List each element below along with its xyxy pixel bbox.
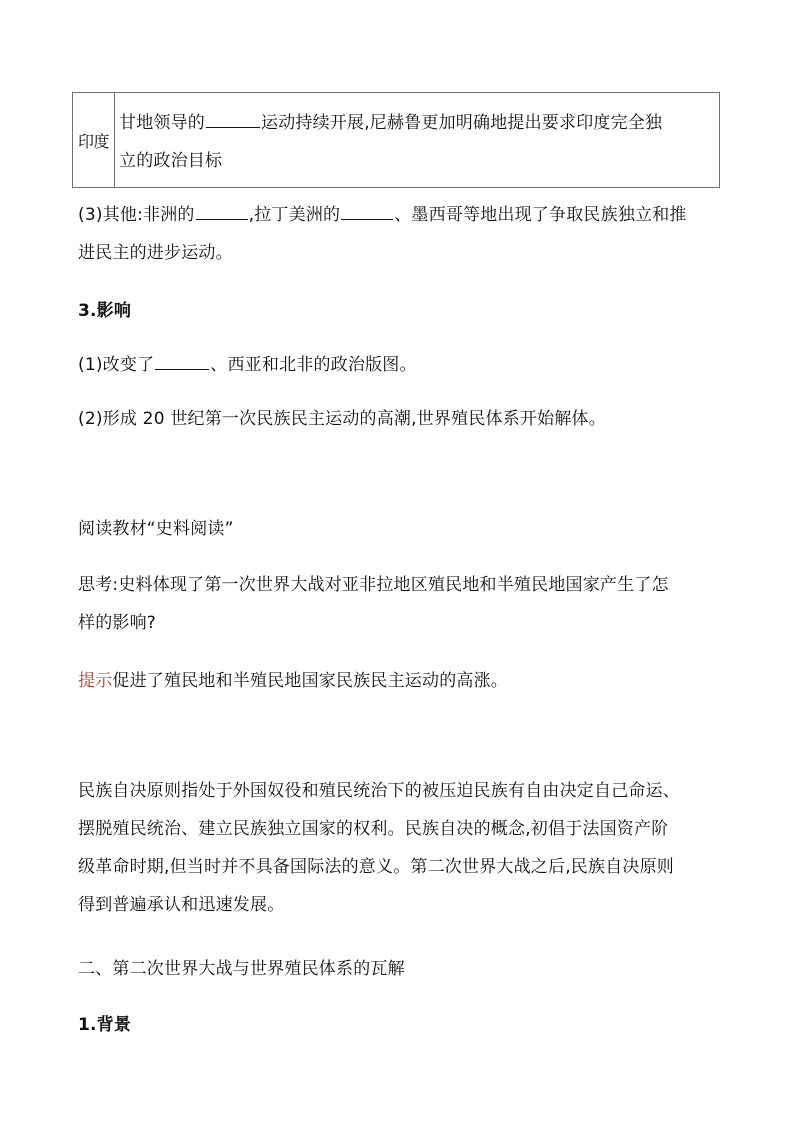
question-line-1: 思考:史料体现了第一次世界大战对亚非拉地区殖民地和半殖民地国家产生了怎 (78, 575, 669, 595)
part-two-title: 二、第二次世界大战与世界殖民体系的瓦解 (78, 959, 405, 979)
text-span: (1)改变了 (78, 355, 155, 375)
text-span: (3)其他:非洲的 (78, 205, 195, 225)
text-span: 甘地领导的 (119, 113, 205, 133)
hint-label: 提示 (78, 671, 113, 691)
sd-line-3: 级革命时期,但当时并不具备国际法的意义。第二次世界大战之后,民族自决原则 (78, 857, 675, 877)
question-line-2: 样的影响? (78, 613, 157, 633)
fill-blank (155, 355, 209, 370)
text-span: 运动持续开展,尼赫鲁更加明确地提出要求印度完全独 (261, 113, 663, 133)
fill-blank (196, 205, 248, 220)
think-question (78, 566, 728, 642)
text-span: 、西亚和北非的政治版图。 (210, 355, 417, 375)
country-cell: 印度 (73, 93, 115, 187)
others-line-2: 进民主的进步运动。 (78, 243, 233, 263)
self-determination-paragraph (78, 772, 728, 924)
text-span: ,拉丁美洲的 (248, 205, 341, 225)
content-cell (115, 93, 719, 187)
impact-item-1 (78, 346, 728, 384)
section-heading-impact: 3.影响 (78, 301, 132, 321)
india-row-table (72, 92, 720, 188)
sd-line-1: 民族自决原则指处于外国奴役和殖民统治下的被压迫民族有自由决定自己命运、 (78, 781, 680, 801)
others-paragraph (78, 196, 728, 272)
sd-line-4: 得到普遍承认和迅速发展。 (78, 895, 285, 915)
fill-blank (341, 205, 393, 220)
content-line-1 (119, 104, 713, 142)
text-span: 、墨西哥等地出现了争取民族独立和推 (394, 205, 687, 225)
reading-instruction: 阅读教材“史料阅读” (78, 519, 234, 539)
sd-line-2: 摆脱殖民统治、建立民族独立国家的权利。民族自决的概念,初倡于法国资产阶 (78, 819, 669, 839)
others-line-1 (78, 196, 728, 234)
hint-line (78, 662, 728, 700)
background-heading: 1.背景 (78, 1015, 132, 1035)
impact-item-2: (2)形成 20 世纪第一次民族民主运动的高潮,世界殖民体系开始解体。 (78, 409, 606, 429)
content-line-2: 立的政治目标 (119, 151, 223, 171)
fill-blank (206, 113, 260, 128)
hint-text: 促进了殖民地和半殖民地国家民族民主运动的高涨。 (112, 671, 509, 691)
